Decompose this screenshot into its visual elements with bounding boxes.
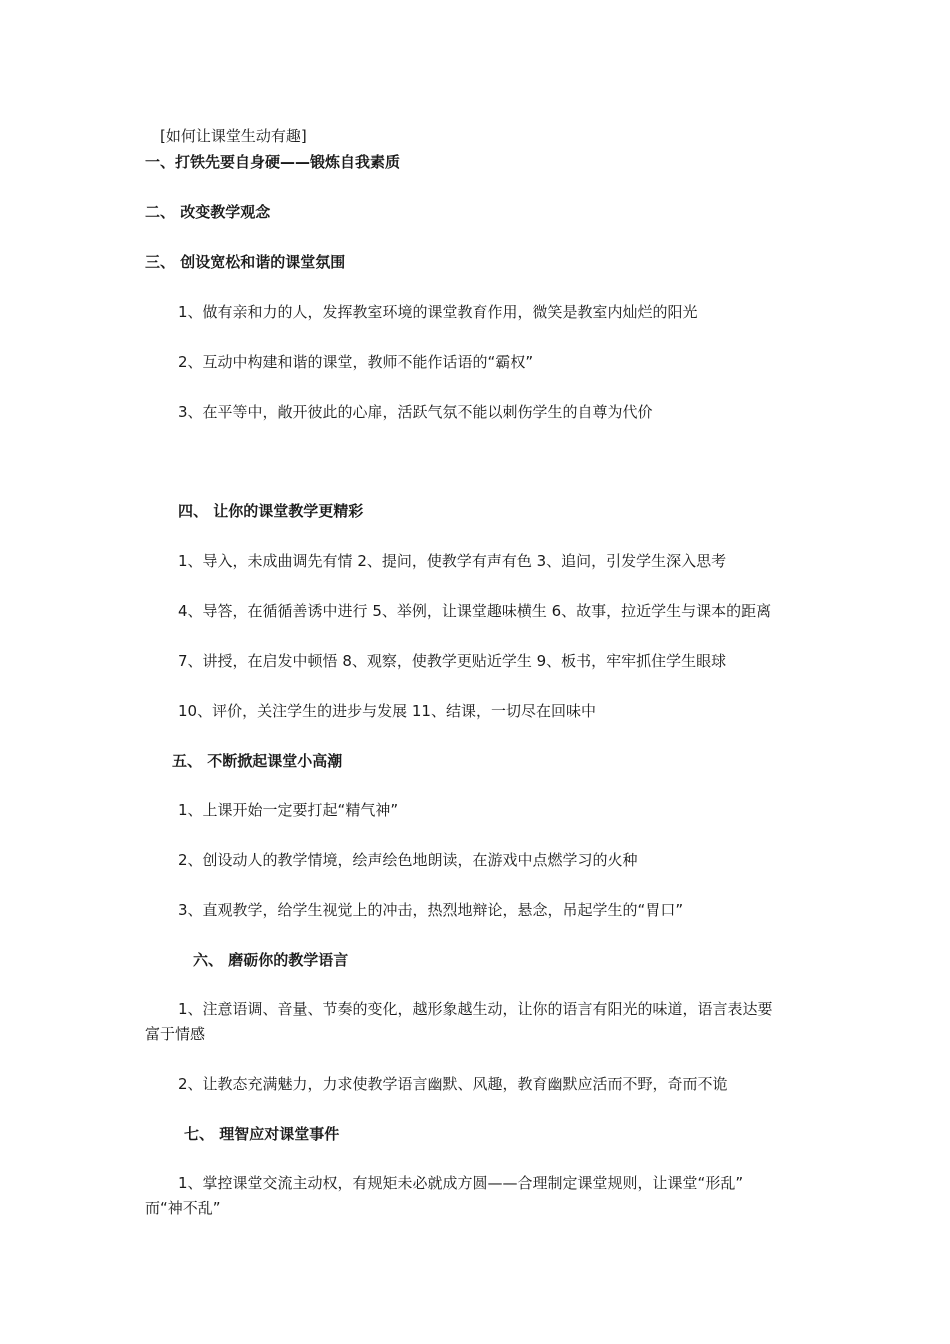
heading-1: 一、打铁先要自身硬——锻炼自我素质	[145, 153, 401, 171]
section-7-item-1-line-2: 而“神不乱”	[145, 1199, 221, 1217]
section-4-line-2: 4、导答，在循循善诱中进行 5、举例，让课堂趣味横生 6、故事，拉近学生与课本的距离	[178, 602, 772, 620]
heading-2: 二、 改变教学观念	[145, 203, 271, 221]
section-3-item-1: 1、做有亲和力的人，发挥教室环境的课堂教育作用，微笑是教室内灿烂的阳光	[178, 303, 698, 321]
section-3-item-3: 3、在平等中，敞开彼此的心扉，活跃气氛不能以刺伤学生的自尊为代价	[178, 403, 653, 421]
section-6-item-2: 2、让教态充满魅力，力求使教学语言幽默、风趣，教育幽默应活而不野，奇而不诡	[178, 1075, 728, 1093]
document-title: [如何让课堂生动有趣]	[160, 127, 307, 145]
heading-7: 七、 理智应对课堂事件	[184, 1125, 340, 1143]
heading-3: 三、 创设宽松和谐的课堂氛围	[145, 253, 346, 271]
section-7-item-1-line-1: 1、掌控课堂交流主动权，有规矩未必就成方圆——合理制定课堂规则，让课堂“形乱”	[178, 1174, 744, 1192]
section-4-line-3: 7、讲授，在启发中顿悟 8、观察，使教学更贴近学生 9、板书，牢牢抓住学生眼球	[178, 652, 727, 670]
section-4-line-4: 10、评价，关注学生的进步与发展 11、结课，一切尽在回味中	[178, 702, 596, 720]
section-6-item-1-line-1: 1、注意语调、音量、节奏的变化，越形象越生动，让你的语言有阳光的味道，语言表达要	[178, 1000, 773, 1018]
section-3-item-2: 2、互动中构建和谐的课堂，教师不能作话语的“霸权”	[178, 353, 534, 371]
section-6-item-1-line-2: 富于情感	[145, 1025, 206, 1043]
section-4-line-1: 1、导入，未成曲调先有情 2、提问，使教学有声有色 3、追问，引发学生深入思考	[178, 552, 727, 570]
section-5-item-1: 1、上课开始一定要打起“精气神”	[178, 801, 399, 819]
section-5-item-3: 3、直观教学，给学生视觉上的冲击，热烈地辩论，悬念，吊起学生的“胃口”	[178, 901, 684, 919]
section-5-item-2: 2、创设动人的教学情境，绘声绘色地朗读，在游戏中点燃学习的火种	[178, 851, 638, 869]
heading-4: 四、 让你的课堂教学更精彩	[178, 502, 364, 520]
heading-6: 六、 磨砺你的教学语言	[193, 951, 349, 969]
heading-5: 五、 不断掀起课堂小高潮	[172, 752, 343, 770]
